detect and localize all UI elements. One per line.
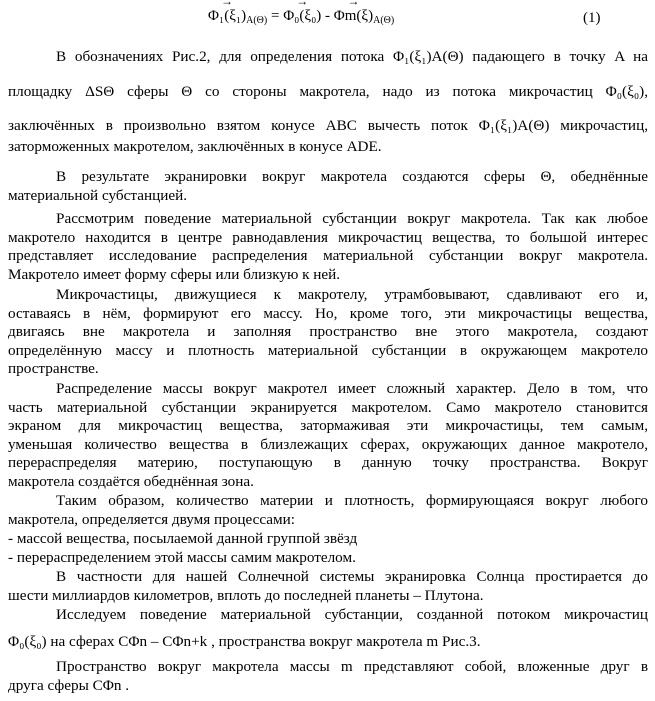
eq-minus: - bbox=[325, 8, 334, 24]
eq-r2-sub: A(Θ) bbox=[373, 15, 395, 26]
eq-r1: → Φ₀(ξ₀) bbox=[283, 8, 321, 25]
paragraph-7 bbox=[8, 568, 648, 605]
p5-line-4: уменьшая количество вещества в близлежащих сферах, окружающих данное макротело, bbox=[8, 435, 648, 453]
list-item-2: - перераспределением этой массы самим макротелом. bbox=[8, 549, 356, 566]
paragraph-2 bbox=[8, 168, 648, 205]
p5-line-1: Распределение массы вокруг макротел имеет сложный характер. Дело в том, что bbox=[56, 380, 648, 397]
p5-line-5: перераспределяя материю, поступающую в данную точку пространства. Вокруг bbox=[8, 454, 648, 472]
p2-line-1: В результате экранировки вокруг макротела создаются сферы Θ, обеднённые bbox=[56, 168, 648, 185]
p8-line-1: Исследуем поведение материальной субстанции, созданной потоком микрочастиц bbox=[56, 606, 648, 623]
eq-equals: = bbox=[270, 8, 280, 24]
p5-line-3: экраном для микрочастиц вещества, затормаживая эти микрочастицы, тем самым, bbox=[8, 417, 648, 435]
p9-line-1: Пространство вокруг макротела массы m представляют собой, вложенные друг в bbox=[56, 658, 648, 675]
p1-line-4: заторможенных макротелом, заключённых в конусе ADE. bbox=[8, 137, 382, 155]
p3-line-3: представляет исследование распределения материальной субстанции вокруг макротела. bbox=[8, 247, 648, 265]
p5-line-2: часть материальной субстанции экранируется макротелом. Само макротело становится bbox=[8, 398, 648, 416]
paragraph-4 bbox=[8, 286, 648, 379]
equation-1 bbox=[8, 8, 648, 32]
p6-line-2: макротела, определяется двумя процессами: bbox=[8, 510, 295, 528]
p8-line-2: Φ₀(ξ₀) на сферах CΦn – CΦn+k , пространства вокруг макротела m Рис.3. bbox=[8, 632, 481, 650]
paragraph-9 bbox=[8, 658, 648, 695]
paragraph-3 bbox=[8, 210, 648, 284]
p5-line-6: макротела создаётся обеднённая зона. bbox=[8, 472, 254, 490]
p3-line-4: Макротело имеет форму сферы или близкую к ней. bbox=[8, 265, 341, 283]
paragraph-5 bbox=[8, 380, 648, 492]
eq-lhs: → Φ₁(ξ₁) bbox=[208, 8, 246, 25]
list-item-1: - массой вещества, посылаемой данной группой звёзд bbox=[8, 530, 358, 547]
p1-line-3: заключённых в произвольно взятом конусе ABC вычесть поток Φ₁(ξ₁)A(Θ) микрочастиц, bbox=[8, 117, 648, 135]
p2-line-2: материальной субстанцией. bbox=[8, 186, 187, 204]
paragraph-1 bbox=[8, 48, 648, 156]
p7-line-2: шести миллиардов километров, вплоть до последней планеты – Плутона. bbox=[8, 586, 484, 604]
paragraph-6 bbox=[8, 492, 648, 529]
p1-line-2: площадку ΔSΘ сферы Θ со стороны макротела, надо из потока микрочастиц Φ₀(ξ₀), bbox=[8, 82, 648, 100]
equation-body bbox=[208, 8, 394, 26]
p4-line-5: пространстве. bbox=[8, 360, 99, 378]
p4-line-4: определённую массу и плотность материальной субстанции в окружающем макротело bbox=[8, 341, 648, 359]
p7-line-1: В частности для нашей Солнечной системы экранировка Солнца простирается до bbox=[56, 568, 648, 585]
eq-r2: → Φm(ξ) bbox=[334, 8, 373, 25]
p1-line-1: В обозначениях Рис.2, для определения потока Φ₁(ξ₁)A(Θ) падающего в точку A на bbox=[56, 48, 648, 65]
p3-line-2: макротело находится в центре равнодавления микрочастиц вещества, то большой интерес bbox=[8, 228, 648, 246]
p4-line-2: оставаясь в нём, формируют его массу. Но, кроме того, эти микрочастицы вещества, bbox=[8, 304, 648, 322]
p4-line-1: Микрочастицы, движущиеся к макротелу, утрамбовывают, сдавливают его и, bbox=[56, 286, 648, 303]
eq-lhs-sub: A(Θ) bbox=[246, 15, 268, 26]
p9-line-2: друга сферы CΦn . bbox=[8, 676, 130, 694]
p3-line-1: Рассмотрим поведение материальной субстанции вокруг макротела. Так как любое bbox=[56, 210, 648, 227]
p4-line-3: двигаясь вне макротела и заполняя пространство вне этого макротела, создают bbox=[8, 323, 648, 341]
equation-number: (1) bbox=[583, 10, 601, 26]
paragraph-8 bbox=[8, 606, 648, 651]
p6-line-1: Таким образом, количество материи и плотность, формирующаяся вокруг любого bbox=[56, 492, 648, 509]
